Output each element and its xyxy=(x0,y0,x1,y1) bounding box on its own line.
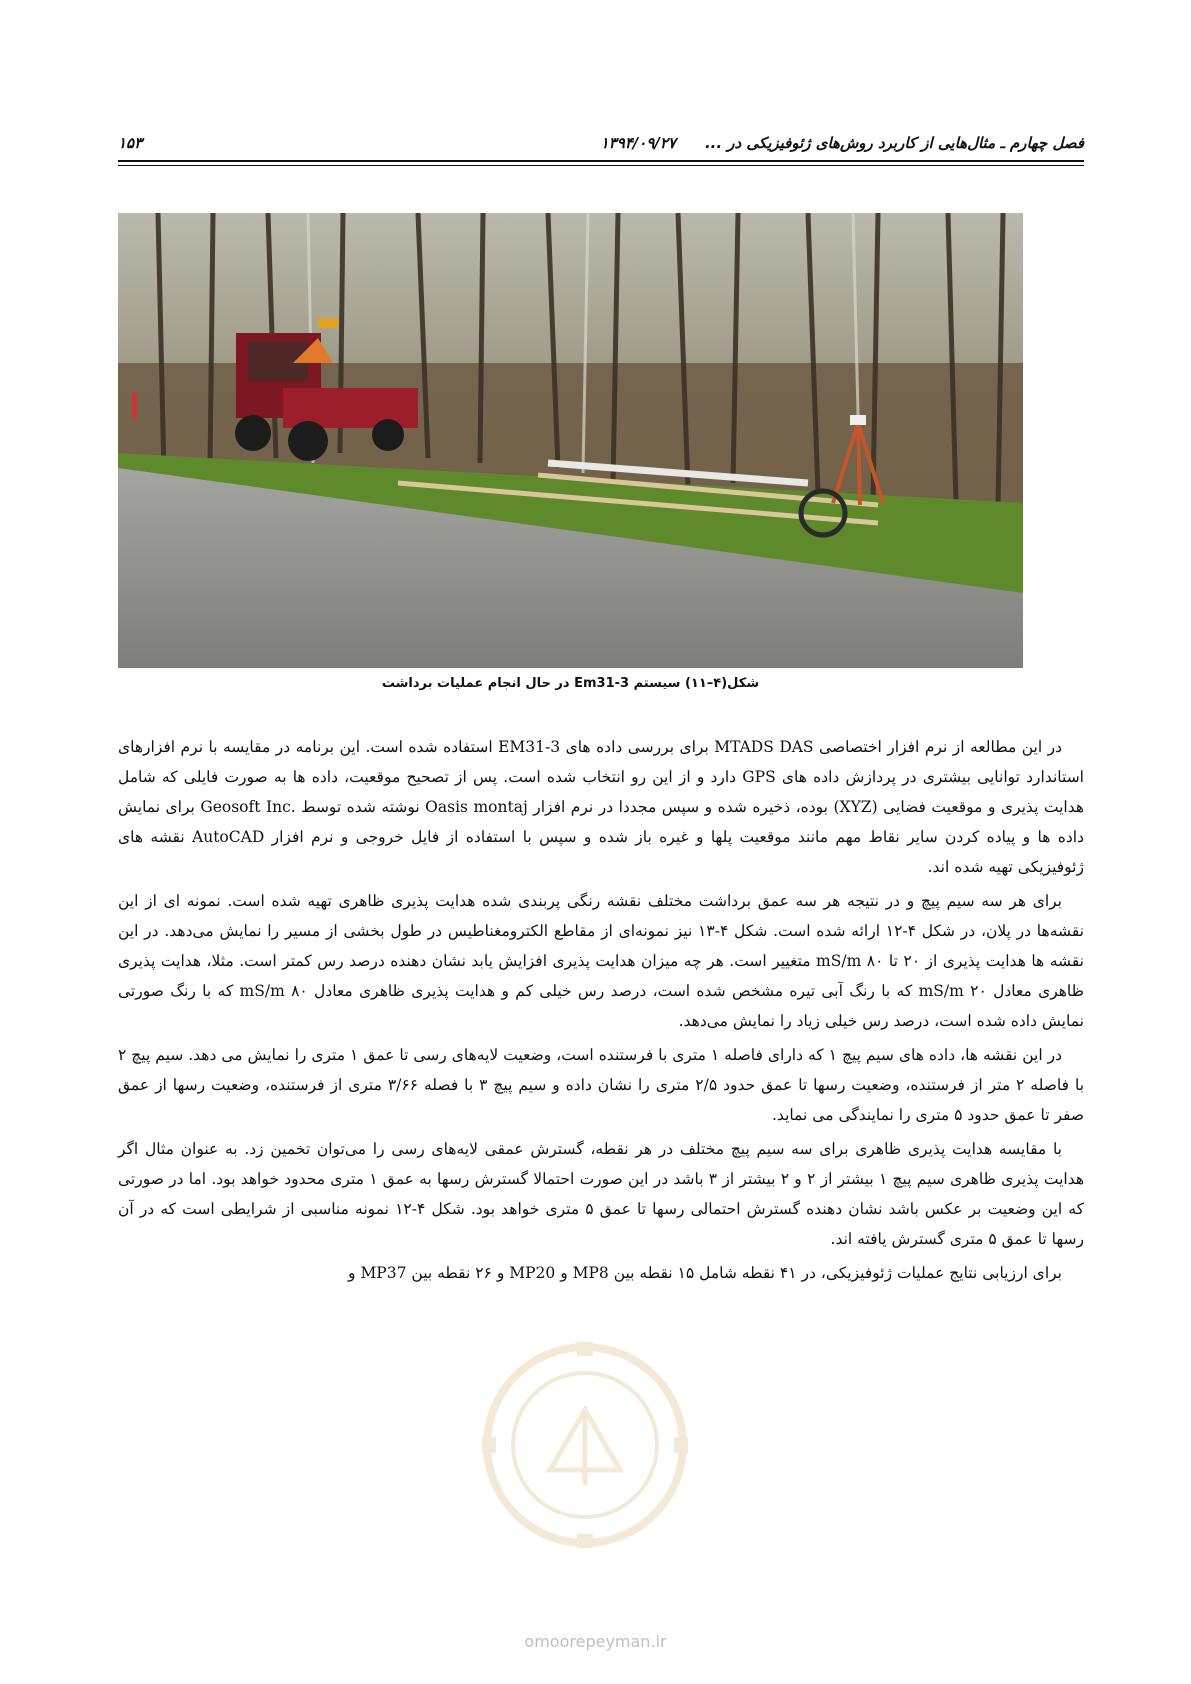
page-number: ۱۵۳ xyxy=(118,134,143,152)
seal-icon xyxy=(480,1340,690,1550)
watermark-site: omoorepeyman.ir xyxy=(524,1632,667,1651)
watermark-seal xyxy=(480,1340,690,1550)
figure-photo xyxy=(118,213,1023,668)
paragraph-2: برای هر سه سیم پیچ و در نتیجه هر سه عمق برداشت مختلف نقشه رنگی پربندی شده هدایت پذیری ظاهری تهیه شده است. نمونه ای از این نقشه‌ها در پلان، در شکل ۴-۱۲ ارائه شده است. شکل ۴-۱۳ نیز نمونه‌ای از مقاطع الکترومغناطیس در طول بخشی از مسیر را نمایش می‌دهد. در این نقشه ها هدایت پذیری از ۲۰ تا ۸۰ mS/m متغییر است. هر چه میزان هدایت پذیری افزایش یابد نشان دهنده درصد رس کمتر است. مثلا، هدایت پذیری ظاهری معادل ۲۰ mS/m که با رنگ آبی تیره مشخص شده است، درصد رس خیلی کم و هدایت پذیری ظاهری معادل ۸۰ mS/m که با رنگ صورتی نمایش داده شده است، درصد رس خیلی زیاد را نمایش می‌دهد. xyxy=(118,892,1084,1030)
paragraph-1: در این مطالعه از نرم افزار اختصاصی MTADS DAS برای بررسی داده های EM31-3 استفاده شده است. این برنامه در مقایسه با نرم افزارهای استاندارد توانایی بیشتری در پردازش داده های GPS دارد و از این رو انتخاب شده است. پس از تصحیح موقعیت، داده ها به صورت فایلی که شامل هدایت پذیری و موقعیت فضایی (XYZ) بوده، ذخیره شده و سپس مجددا در نرم افزار Oasis montaj نوشته شده توسط .Geosoft Inc برای نمایش داده ها و پیاده کردن سایر نقاط مهم مانند موقعیت پلها و غیره باز شده و سپس با استفاده از فایل خروجی و نرم افزار AutoCAD نقشه های ژئوفیزیکی تهیه شده اند. xyxy=(118,738,1085,876)
header-date: ۱۳۹۴/۰۹/۲۷ xyxy=(600,134,676,152)
header-rule-thick xyxy=(118,160,1084,162)
paragraph-3: در این نقشه ها، داده های سیم پیچ ۱ که دارای فاصله ۱ متری با فرستنده است، وضعیت لایه‌های رسی تا عمق ۱ متری را نمایش می دهد. سیم پیچ ۲ با فاصله ۲ متر از فرستنده، وضعیت رسها تا عمق حدود ۲/۵ متری را نشان داده و سیم پیچ ۳ با فصله ۳/۶۶ متری از فرستنده، وضعیت رسها از عمق صفر تا عمق حدود ۵ متری را نمایندگی می نماید. xyxy=(118,1046,1085,1124)
field-survey-photo xyxy=(118,213,1023,668)
chapter-title: فصل چهارم ـ مثال‌هایی از کاربرد روش‌های ژئوفیزیکی در ... xyxy=(704,134,1084,152)
page-header xyxy=(118,128,1084,160)
figure-caption: شکل(۴–۱۱) سیستم Em31-3 در حال انجام عملیات برداشت xyxy=(381,676,760,691)
paragraph-4: با مقایسه هدایت پذیری ظاهری برای سه سیم پیچ مختلف در هر نقطه، گسترش عمقی لایه‌های رسی را می‌توان تخمین زد. به عنوان مثال اگر هدایت پذیری ظاهری سیم پیچ ۱ بیشتر از ۲ و ۲ بیشتر از ۳ باشد در این صورت احتمالا گسترش رسها به عمق ۱ متری محدود خواهد بود. اما در صورتی که این وضعیت بر عکس باشد نشان دهنده گسترش احتمالی رسها تا عمق ۵ متری خواهد بود. شکل ۴-۱۲ نمونه مناسبی از شرایطی است که در آن رسها تا عمق ۵ متری گسترش یافته اند. xyxy=(118,1140,1084,1248)
header-rule-thin xyxy=(118,165,1084,166)
body-text xyxy=(118,732,1084,1292)
paragraph-5: برای ارزیابی نتایج عملیات ژئوفیزیکی، در ۴۱ نقطه شامل ۱۵ نقطه بین MP8 و MP20 و ۲۶ نقطه بین MP37 و xyxy=(348,1264,1062,1282)
